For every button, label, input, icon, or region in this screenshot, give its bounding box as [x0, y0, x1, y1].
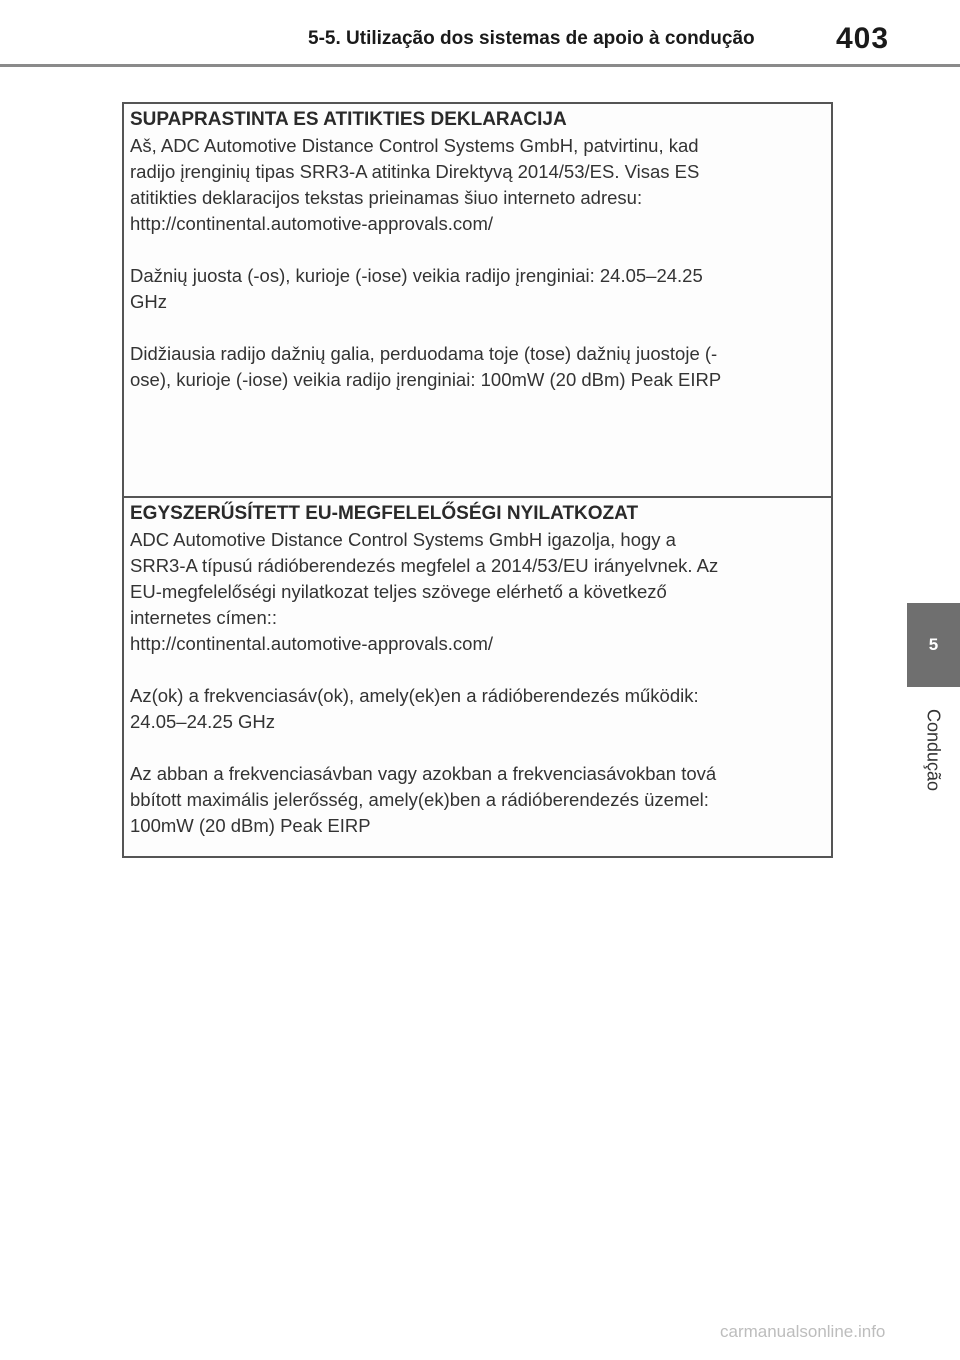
chapter-tab — [907, 603, 960, 687]
frequency-band-paragraph: Az(ok) a frekvenciasáv(ok), amely(ek)en a rádióberendezés működik: 24.05–24.25 GHz — [130, 685, 699, 732]
max-power-paragraph: Didžiausia radijo dažnių galia, perduodama toje (tose) dažnių juostoje (- ose), kurioje (-iose) veikia radijo įrenginiai: 100mW (20 dBm) Peak EIRP — [130, 343, 722, 390]
chapter-number: 5 — [928, 635, 939, 654]
page-number: 403 — [836, 22, 890, 55]
declaration-section-lithuanian — [124, 104, 831, 496]
declaration-paragraph: Aš, ADC Automotive Distance Control Systems GmbH, patvirtinu, kad radijo įrenginių tipas SRR3-A atitinka Direktyvą 2014/53/ES. Visas ES atitikties deklaracijos tekstas prieinamas šiuo interneto adresu: http://continental.automotive-approvals.com/ — [130, 135, 700, 234]
chapter-label: Condução — [923, 708, 944, 792]
frequency-band-paragraph: Dažnių juosta (-os), kurioje (-iose) veikia radijo įrenginiai: 24.05–24.25 GHz — [130, 265, 703, 312]
section-title: EGYSZERŰSÍTETT EU-MEGFELELŐSÉGI NYILATKOZAT — [130, 503, 639, 524]
declaration-box — [122, 102, 833, 858]
declaration-section-hungarian — [124, 496, 831, 856]
watermark: carmanualsonline.info — [720, 1322, 886, 1341]
page-header-title: 5-5. Utilização dos sistemas de apoio à condução — [308, 28, 755, 49]
max-power-paragraph: Az abban a frekvenciasávban vagy azokban a frekvenciasávokban tová bbított maximális jelerősség, amely(ek)ben a rádióberendezés üzemel: 100mW (20 dBm) Peak EIRP — [130, 763, 717, 836]
header-divider — [0, 64, 960, 67]
section-title: SUPAPRASTINTA ES ATITIKTIES DEKLARACIJA — [130, 109, 567, 130]
declaration-paragraph: ADC Automotive Distance Control Systems GmbH igazolja, hogy a SRR3-A típusú rádióberendezés megfelel a 2014/53/EU irányelvnek. Az EU-megfelelőségi nyilatkozat teljes szövege elérhető a következő internetes címen:: http://continental.automotive-approvals.com/ — [130, 529, 719, 654]
